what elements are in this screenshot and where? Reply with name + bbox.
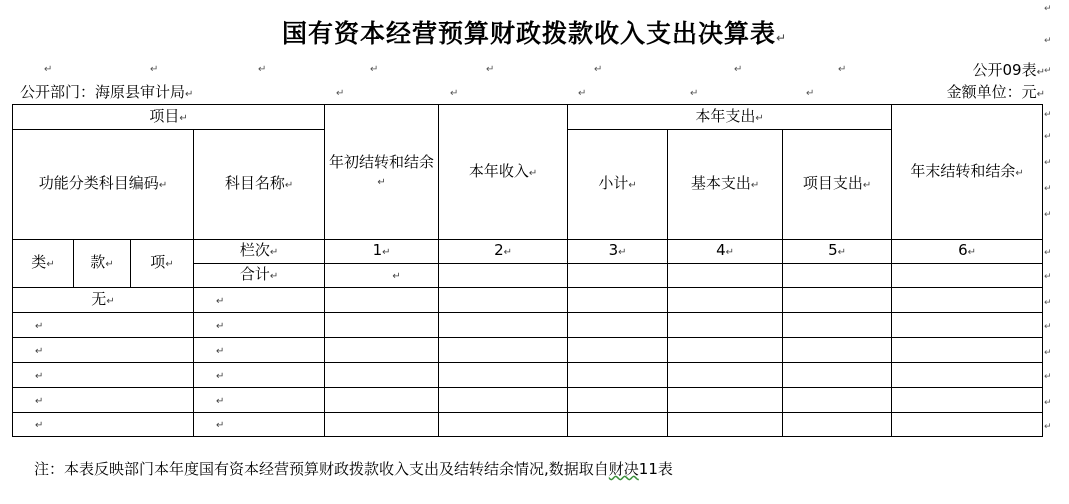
form-number: 公开09表↵ (972, 61, 1045, 79)
row-code: 无↵ (13, 288, 194, 313)
table-row (13, 338, 1043, 363)
row-code: ↵ (13, 388, 194, 413)
header-lei: 类↵ (13, 240, 74, 288)
row-name: ↵ (194, 338, 325, 363)
col-number-3: 3↵ (568, 240, 668, 264)
header-basic-expense: 基本支出↵ (668, 130, 783, 240)
header-end-balance: 年末结转和结余↵ (892, 105, 1043, 240)
total-cell (439, 264, 568, 288)
total-cell (568, 264, 668, 288)
header-subject-name: 科目名称↵ (194, 130, 325, 240)
row-name: ↵ (194, 288, 325, 313)
col-number-2: 2↵ (439, 240, 568, 264)
header-subtotal: 小计↵ (568, 130, 668, 240)
table-title: 国有资本经营预算财政拨款收入支出决算表↵ (281, 19, 788, 48)
total-cell (892, 264, 1043, 288)
total-cell: ↵ (325, 264, 439, 288)
table-row (13, 363, 1043, 388)
header-heji: 合计↵ (194, 264, 325, 288)
row-name: ↵ (194, 313, 325, 338)
header-project-expense: 项目支出↵ (783, 130, 892, 240)
table-row (13, 388, 1043, 413)
header-item-group: 项目↵ (13, 105, 325, 130)
row-code: ↵ (13, 313, 194, 338)
row-code: ↵ (13, 363, 194, 388)
department-label: 公开部门：海原县审计局↵ (20, 83, 194, 101)
row-name: ↵ (194, 388, 325, 413)
col-number-4: 4↵ (668, 240, 783, 264)
col-number-1: 1↵ (325, 240, 439, 264)
budget-table (12, 104, 1043, 437)
total-cell (668, 264, 783, 288)
header-func-code: 功能分类科目编码↵ (13, 130, 194, 240)
header-xiang: 项↵ (131, 240, 194, 288)
amount-unit-label: 金额单位：元↵ (946, 83, 1045, 101)
row-code: ↵ (13, 338, 194, 363)
header-begin-balance: 年初结转和结余↵ (325, 105, 439, 240)
table-row (13, 313, 1043, 338)
row-name: ↵ (194, 413, 325, 437)
header-expense-group: 本年支出↵ (568, 105, 892, 130)
table-row (13, 413, 1043, 437)
col-number-5: 5↵ (783, 240, 892, 264)
header-lanci: 栏次↵ (194, 240, 325, 264)
total-cell (783, 264, 892, 288)
row-name: ↵ (194, 363, 325, 388)
footnote: 注：本表反映部门本年度国有资本经营预算财政拨款收入支出及结转结余情况,数据取自财决11表 (34, 460, 673, 478)
row-code: ↵ (13, 413, 194, 437)
header-kuan: 款↵ (74, 240, 131, 288)
header-income: 本年收入↵ (439, 105, 568, 240)
col-number-6: 6↵ (892, 240, 1043, 264)
paragraph-marks-row: ↵ ↵ ↵ ↵ ↵ ↵ ↵ ↵ (44, 64, 847, 75)
table-row (13, 288, 1043, 313)
